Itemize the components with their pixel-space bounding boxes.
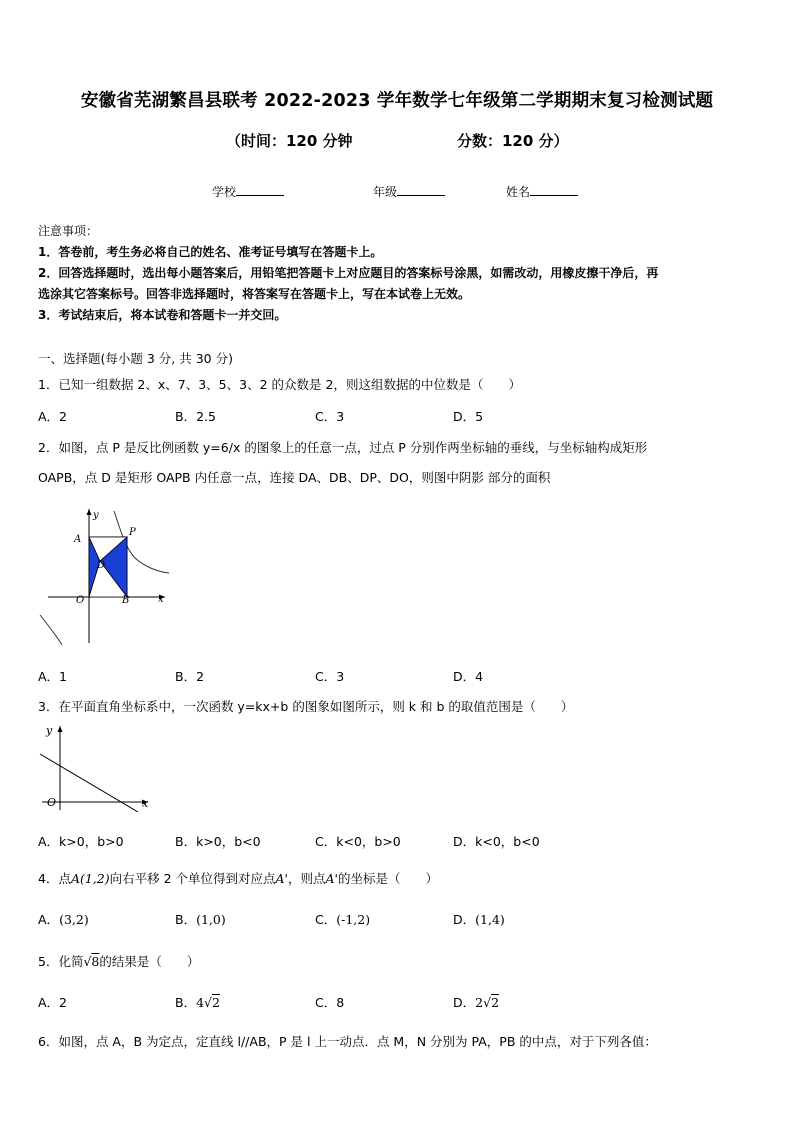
q2-figure [34, 505, 179, 650]
question-4-stem [38, 869, 438, 887]
q2-option-c[interactable]: C．3 [315, 669, 345, 684]
name-field[interactable] [506, 183, 578, 200]
q5-stem-post: 的结果是（ ） [99, 954, 200, 969]
q4-point-a-prime-2: A' [325, 871, 338, 886]
exam-time: （时间：120 分钟 [226, 132, 353, 150]
q5-option-d[interactable] [453, 993, 499, 1011]
q4-stem-pre: 4．点 [38, 871, 71, 886]
question-1-stem: 1．已知一组数据 2、x、7、3、5、3、2 的众数是 2，则这组数据的中位数是（ ） [38, 377, 521, 392]
q3-option-a[interactable]: A．k>0，b>0 [38, 834, 124, 849]
q2-option-b[interactable]: B．2 [175, 669, 205, 684]
q5-option-a[interactable]: A．2 [38, 995, 68, 1010]
question-6-stem: 6．如图，点 A，B 为定点，定直线 l//AB，P 是 l 上一动点．点 M，N 分别为 PA，PB 的中点，对于下列各值： [38, 1034, 657, 1049]
name-blank[interactable] [530, 184, 578, 196]
question-2-stem-line2: OAPB，点 D 是矩形 OAPB 内任意一点，连接 DA、DB、DP、DO，则图中阴影 部分的面积 [38, 470, 551, 485]
grade-field[interactable] [373, 183, 445, 200]
q5-option-b-label: B． [175, 995, 197, 1010]
exam-score: 分数：120 分） [457, 132, 569, 150]
question-3-stem: 3．在平面直角坐标系中，一次函数 y=kx+b 的图象如图所示，则 k 和 b 的取值范围是（ ） [38, 699, 574, 714]
q4-point-a: A(1,2) [70, 871, 110, 886]
q5-option-b-coef: 4 [196, 995, 205, 1010]
q2-label-b: B [122, 595, 130, 606]
q4-option-a[interactable] [38, 910, 89, 928]
q4-option-a-label: A． [38, 912, 60, 927]
q3-option-d[interactable]: D．k<0，b<0 [453, 834, 540, 849]
q5-option-b-value: 4√2 [196, 995, 220, 1010]
q3-label-o: O [47, 796, 57, 809]
q5-radicand: 8 [91, 954, 100, 969]
q2-option-d[interactable]: D．4 [453, 669, 484, 684]
q3-figure [36, 720, 156, 812]
q2-label-y: y [93, 510, 99, 521]
q2-label-o: O [76, 595, 85, 606]
q4-option-b-value: (1,0) [196, 912, 226, 927]
q2-label-p: P [129, 527, 136, 538]
q5-stem-pre: 5．化简 [38, 954, 84, 969]
q5-sqrt-8: √8 [83, 954, 100, 969]
q4-stem-post: 的坐标是（ ） [337, 871, 438, 886]
q5-option-d-radicand: 2 [491, 995, 500, 1010]
q4-option-b-label: B． [175, 912, 197, 927]
notes-item-2-cont: 选涂其它答案标号。回答非选择题时，将答案写在答题卡上，写在本试卷上无效。 [38, 287, 471, 301]
notes-item-1: 1．答卷前，考生务必将自己的姓名、准考证号填写在答题卡上。 [38, 245, 383, 259]
q4-option-d-label: D． [453, 912, 476, 927]
q4-option-d[interactable] [453, 910, 505, 928]
q2-label-d: D [97, 560, 106, 571]
q5-option-d-value: 2√2 [475, 995, 500, 1010]
q2-hyperbola-branch-2 [40, 615, 62, 645]
q3-y-arrow-icon [58, 726, 63, 732]
q3-option-c[interactable]: C．k<0，b>0 [315, 834, 401, 849]
q4-option-a-value: (3,2) [59, 912, 89, 927]
q2-label-x: x [158, 594, 164, 605]
q4-option-b[interactable] [175, 910, 226, 928]
notes-item-2: 2．回答选择题时，选出每小题答案后，用铅笔把答题卡上对应题目的答案标号涂黑，如需改动，用橡皮擦干净后，再 [38, 266, 659, 280]
q4-option-c[interactable] [315, 910, 370, 928]
q3-label-x: x [142, 797, 149, 810]
grade-blank[interactable] [397, 184, 445, 196]
name-label: 姓名 [506, 185, 531, 199]
q2-option-a[interactable]: A．1 [38, 669, 68, 684]
q3-option-b[interactable]: B．k>0，b<0 [175, 834, 261, 849]
q4-stem-mid: 向右平移 2 个单位得到对应点 [109, 871, 276, 886]
q5-option-b-radicand: 2 [212, 995, 220, 1010]
q4-option-d-value: (1,4) [475, 912, 505, 927]
section-heading: 一、选择题(每小题 3 分, 共 30 分) [38, 351, 233, 366]
q5-option-d-label: D． [453, 995, 476, 1010]
question-5-stem [38, 952, 199, 970]
q1-option-d[interactable]: D．5 [453, 409, 484, 424]
grade-label: 年级 [373, 185, 398, 199]
q1-option-c[interactable]: C．3 [315, 409, 345, 424]
q4-option-c-value: (-1,2) [336, 912, 371, 927]
exam-title: 安徽省芜湖繁昌县联考 2022-2023 学年数学七年级第二学期期末复习检测试题 [80, 91, 714, 111]
q4-stem-mid2: ，则点 [288, 871, 326, 886]
q5-option-b[interactable] [175, 993, 220, 1011]
q5-option-d-coef: 2 [475, 995, 484, 1010]
school-field[interactable] [212, 183, 284, 200]
question-2-stem-line1: 2．如图，点 P 是反比例函数 y=6/x 的图象上的任意一点，过点 P 分别作两坐标轴的垂线，与坐标轴构成矩形 [38, 440, 648, 455]
q4-option-c-label: C． [315, 912, 337, 927]
school-blank[interactable] [236, 184, 284, 196]
q1-option-b[interactable]: B．2.5 [175, 409, 216, 424]
q3-label-y: y [46, 724, 53, 737]
q4-point-a-prime-1: A' [275, 871, 288, 886]
q1-option-a[interactable]: A．2 [38, 409, 68, 424]
q5-option-c[interactable]: C．8 [315, 995, 345, 1010]
q2-label-a: A [74, 534, 82, 545]
notes-heading: 注意事项： [38, 224, 99, 238]
q2-y-arrow-icon [87, 509, 92, 515]
notes-item-3: 3．考试结束后，将本试卷和答题卡一并交回。 [38, 308, 287, 322]
school-label: 学校 [212, 185, 237, 199]
notes-block [38, 221, 760, 326]
